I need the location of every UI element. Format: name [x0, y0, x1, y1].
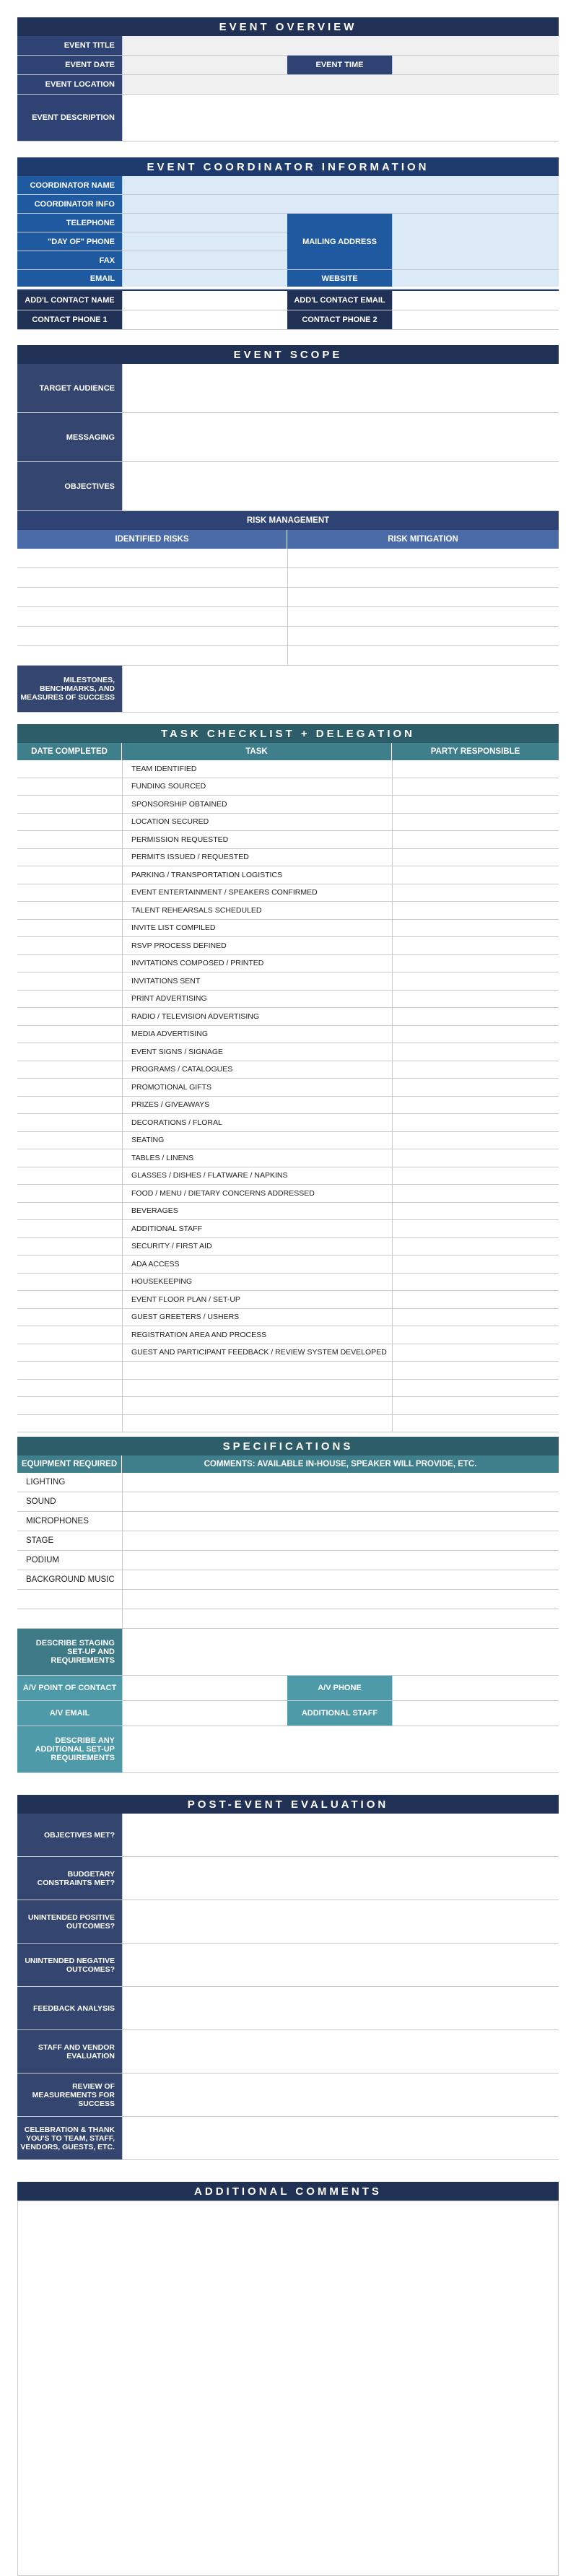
av-phone-field[interactable]	[392, 1676, 559, 1700]
task-row	[17, 1114, 559, 1132]
event-overview-section	[17, 17, 559, 142]
task-row	[17, 1097, 559, 1115]
task-name-cell: DECORATIONS / FLORAL	[122, 1114, 392, 1131]
task-row	[17, 937, 559, 955]
event-location-label: EVENT LOCATION	[17, 75, 122, 94]
objectives-field[interactable]	[122, 462, 559, 510]
task-name-cell: SECURITY / FIRST AID	[122, 1238, 392, 1256]
task-name-cell	[122, 1415, 392, 1432]
party-responsible-cell[interactable]	[392, 778, 559, 796]
addl-contact-name-label: ADD'L CONTACT NAME	[17, 291, 122, 310]
target-audience-label: TARGET AUDIENCE	[17, 364, 122, 412]
equipment-cell: MICROPHONES	[17, 1512, 122, 1531]
task-row	[17, 1256, 559, 1274]
fax-label: FAX	[17, 251, 122, 270]
party-responsible-cell[interactable]	[392, 796, 559, 813]
telephone-label: TELEPHONE	[17, 214, 122, 232]
date-completed-cell[interactable]	[17, 1008, 122, 1025]
identified-risks-header: IDENTIFIED RISKS	[17, 530, 287, 549]
task-name-cell: GLASSES / DISHES / FLATWARE / NAPKINS	[122, 1167, 392, 1185]
website-label: WEBSITE	[287, 270, 392, 287]
av-point-of-contact-field[interactable]	[122, 1676, 287, 1700]
party-responsible-cell[interactable]	[392, 920, 559, 937]
date-completed-cell[interactable]	[17, 1185, 122, 1202]
evaluation-row	[17, 1814, 559, 1857]
task-row	[17, 796, 559, 814]
evaluation-label: UNINTENDED NEGATIVE OUTCOMES?	[17, 1944, 122, 1986]
party-responsible-cell[interactable]	[392, 937, 559, 954]
event-date-field[interactable]	[122, 56, 287, 74]
task-row	[17, 866, 559, 884]
milestones-label: MILESTONES, BENCHMARKS, AND MEASURES OF SUCCESS	[17, 666, 122, 712]
risk-row	[17, 588, 559, 607]
date-completed-cell[interactable]	[17, 1380, 122, 1397]
email-field[interactable]	[122, 270, 287, 287]
party-responsible-cell[interactable]	[392, 814, 559, 831]
date-completed-cell[interactable]	[17, 1149, 122, 1167]
date-completed-cell[interactable]	[17, 1362, 122, 1379]
evaluation-field[interactable]	[122, 1814, 559, 1856]
date-completed-header: DATE COMPLETED	[17, 743, 122, 760]
task-row	[17, 1344, 559, 1362]
task-name-cell: PRIZES / GIVEAWAYS	[122, 1097, 392, 1114]
party-responsible-cell[interactable]	[392, 955, 559, 972]
party-responsible-header: PARTY RESPONSIBLE	[430, 747, 520, 756]
party-responsible-cell[interactable]	[392, 1309, 559, 1326]
day-of-phone-field[interactable]	[122, 232, 287, 251]
evaluation-field[interactable]	[122, 1944, 559, 1986]
party-responsible-cell[interactable]	[392, 1114, 559, 1131]
party-responsible-cell[interactable]	[392, 991, 559, 1008]
date-completed-cell[interactable]	[17, 866, 122, 884]
addl-contact-email-label: ADD'L CONTACT EMAIL	[287, 291, 392, 310]
task-row	[17, 1380, 559, 1398]
equipment-cell	[17, 1590, 122, 1609]
task-name-cell: FOOD / MENU / DIETARY CONCERNS ADDRESSED	[122, 1185, 392, 1202]
task-name-cell	[122, 1362, 392, 1379]
task-header: TASK	[122, 743, 392, 760]
additional-staff-label: ADDITIONAL STAFF	[287, 1701, 392, 1726]
task-row	[17, 972, 559, 991]
party-responsible-cell[interactable]	[392, 831, 559, 848]
identified-risk-cell[interactable]	[17, 646, 287, 665]
equipment-comment-cell[interactable]	[122, 1512, 559, 1531]
party-responsible-cell[interactable]	[392, 902, 559, 919]
task-name-cell: PERMISSION REQUESTED	[122, 831, 392, 848]
event-description-field[interactable]	[122, 95, 559, 141]
task-row	[17, 1026, 559, 1044]
equipment-required-header: EQUIPMENT REQUIRED	[17, 1455, 122, 1473]
task-name-cell: TEAM IDENTIFIED	[122, 760, 392, 778]
identified-risk-cell[interactable]	[17, 627, 287, 645]
task-row	[17, 1061, 559, 1079]
equipment-cell	[17, 1609, 122, 1628]
party-responsible-cell[interactable]	[392, 1397, 559, 1414]
event-title-label: EVENT TITLE	[17, 36, 122, 55]
email-label: EMAIL	[17, 270, 122, 287]
party-responsible-cell[interactable]	[392, 760, 559, 778]
date-completed-cell[interactable]	[17, 902, 122, 919]
task-name-cell	[122, 1397, 392, 1414]
task-row	[17, 955, 559, 973]
comments-header: COMMENTS: AVAILABLE IN-HOUSE, SPEAKER WILL PROVIDE, ETC.	[204, 1460, 477, 1468]
date-completed-cell[interactable]	[17, 1043, 122, 1061]
task-name-cell: EVENT SIGNS / SIGNAGE	[122, 1043, 392, 1061]
additional-comments-field[interactable]	[17, 2201, 559, 2576]
task-row	[17, 902, 559, 920]
mailing-address-field[interactable]	[392, 214, 559, 270]
event-date-label: EVENT DATE	[17, 56, 122, 74]
party-responsible-cell[interactable]	[392, 1061, 559, 1079]
coordinator-info-label: COORDINATOR INFO	[17, 195, 122, 213]
equipment-cell: STAGE	[17, 1531, 122, 1550]
task-name-cell: TABLES / LINENS	[122, 1149, 392, 1167]
equipment-comment-cell[interactable]	[122, 1609, 559, 1628]
evaluation-label: REVIEW OF MEASUREMENTS FOR SUCCESS	[17, 2074, 122, 2116]
risk-mitigation-cell[interactable]	[287, 568, 559, 587]
risk-row	[17, 646, 559, 666]
evaluation-row	[17, 2030, 559, 2074]
risk-mitigation-header: RISK MITIGATION	[388, 535, 458, 544]
task-name-cell	[122, 1380, 392, 1397]
task-row	[17, 1238, 559, 1256]
identified-risk-cell[interactable]	[17, 568, 287, 587]
task-row	[17, 1043, 559, 1061]
objectives-label: OBJECTIVES	[17, 462, 122, 510]
task-row	[17, 1079, 559, 1097]
task-row	[17, 991, 559, 1009]
risk-mitigation-cell[interactable]	[287, 627, 559, 645]
spec-row	[17, 1492, 559, 1512]
post-event-evaluation-section	[17, 1795, 559, 2160]
risk-mitigation-cell[interactable]	[287, 588, 559, 606]
date-completed-cell[interactable]	[17, 955, 122, 972]
date-completed-cell[interactable]	[17, 760, 122, 778]
date-completed-cell[interactable]	[17, 831, 122, 848]
party-responsible-cell[interactable]	[392, 1149, 559, 1167]
task-row	[17, 1397, 559, 1415]
party-responsible-cell[interactable]	[392, 884, 559, 902]
specifications-section	[17, 1437, 559, 1773]
task-name-cell: EVENT FLOOR PLAN / SET-UP	[122, 1291, 392, 1308]
spec-row	[17, 1551, 559, 1570]
evaluation-label: UNINTENDED POSITIVE OUTCOMES?	[17, 1900, 122, 1943]
date-completed-cell[interactable]	[17, 937, 122, 954]
event-description-label: EVENT DESCRIPTION	[17, 95, 122, 141]
task-name-cell: PARKING / TRANSPORTATION LOGISTICS	[122, 866, 392, 884]
party-responsible-cell[interactable]	[392, 1026, 559, 1043]
evaluation-field[interactable]	[122, 2074, 559, 2116]
telephone-field[interactable]	[122, 214, 287, 232]
messaging-field[interactable]	[122, 413, 559, 461]
identified-risk-cell[interactable]	[17, 588, 287, 606]
date-completed-cell[interactable]	[17, 1291, 122, 1308]
task-name-cell: INVITE LIST COMPILED	[122, 920, 392, 937]
coordinator-name-label: COORDINATOR NAME	[17, 176, 122, 194]
date-completed-cell[interactable]	[17, 1274, 122, 1291]
spec-row	[17, 1590, 559, 1609]
task-name-cell: REGISTRATION AREA AND PROCESS	[122, 1326, 392, 1344]
coordinator-section	[17, 157, 559, 330]
equipment-cell: PODIUM	[17, 1551, 122, 1570]
task-row	[17, 1185, 559, 1203]
equipment-cell: LIGHTING	[17, 1473, 122, 1492]
coordinator-info-field[interactable]	[122, 195, 559, 213]
task-name-cell: PROGRAMS / CATALOGUES	[122, 1061, 392, 1079]
party-responsible-cell[interactable]	[392, 1043, 559, 1061]
date-completed-cell[interactable]	[17, 1415, 122, 1432]
date-completed-cell[interactable]	[17, 991, 122, 1008]
spec-row	[17, 1570, 559, 1590]
task-rows	[17, 760, 559, 1432]
evaluation-row	[17, 1944, 559, 1987]
date-completed-cell[interactable]	[17, 778, 122, 796]
equipment-comment-cell[interactable]	[122, 1551, 559, 1570]
risk-rows	[17, 549, 559, 666]
mailing-address-label: MAILING ADDRESS	[287, 214, 392, 270]
task-name-cell: SEATING	[122, 1132, 392, 1149]
task-checklist-section	[17, 724, 559, 1432]
task-row	[17, 1415, 559, 1433]
party-responsible-cell[interactable]	[392, 972, 559, 990]
av-point-of-contact-label: A/V POINT OF CONTACT	[17, 1676, 122, 1700]
equipment-cell: BACKGROUND MUSIC	[17, 1570, 122, 1589]
party-responsible-cell[interactable]	[392, 1167, 559, 1185]
task-name-cell: ADDITIONAL STAFF	[122, 1220, 392, 1237]
date-completed-cell[interactable]	[17, 884, 122, 902]
identified-risk-cell[interactable]	[17, 607, 287, 626]
event-scope-section	[17, 345, 559, 713]
task-name-cell: PROMOTIONAL GIFTS	[122, 1079, 392, 1096]
date-completed-cell[interactable]	[17, 1326, 122, 1344]
task-row	[17, 1291, 559, 1309]
task-name-cell: RSVP PROCESS DEFINED	[122, 937, 392, 954]
date-completed-cell[interactable]	[17, 814, 122, 831]
evaluation-label: STAFF AND VENDOR EVALUATION	[17, 2030, 122, 2073]
date-completed-cell[interactable]	[17, 1132, 122, 1149]
date-completed-cell[interactable]	[17, 972, 122, 990]
date-completed-cell[interactable]	[17, 1344, 122, 1362]
task-name-cell: INVITATIONS COMPOSED / PRINTED	[122, 955, 392, 972]
task-row	[17, 1220, 559, 1238]
task-row	[17, 1274, 559, 1292]
fax-field[interactable]	[122, 251, 287, 270]
party-responsible-cell[interactable]	[392, 1344, 559, 1362]
event-time-label: EVENT TIME	[287, 56, 392, 74]
task-name-cell: RADIO / TELEVISION ADVERTISING	[122, 1008, 392, 1025]
target-audience-field[interactable]	[122, 364, 559, 412]
date-completed-cell[interactable]	[17, 1203, 122, 1220]
contact-phone-2-field[interactable]	[392, 310, 559, 329]
spec-row	[17, 1609, 559, 1629]
spec-row	[17, 1512, 559, 1531]
task-name-cell: LOCATION SECURED	[122, 814, 392, 831]
staging-field[interactable]	[122, 1629, 559, 1675]
risk-row	[17, 607, 559, 627]
task-row	[17, 1167, 559, 1185]
party-responsible-cell[interactable]	[392, 1256, 559, 1273]
task-name-cell: INVITATIONS SENT	[122, 972, 392, 990]
task-checklist-title: TASK CHECKLIST + DELEGATION	[17, 724, 559, 743]
task-name-cell: PRINT ADVERTISING	[122, 991, 392, 1008]
event-location-field[interactable]	[122, 75, 559, 94]
evaluation-field[interactable]	[122, 1987, 559, 2029]
date-completed-cell[interactable]	[17, 1097, 122, 1114]
task-row	[17, 884, 559, 902]
av-email-field[interactable]	[122, 1701, 287, 1726]
risk-row	[17, 549, 559, 568]
evaluation-field[interactable]	[122, 1857, 559, 1900]
party-responsible-cell[interactable]	[392, 1079, 559, 1096]
risk-row	[17, 627, 559, 646]
risk-management-header: RISK MANAGEMENT	[17, 511, 559, 530]
task-name-cell: FUNDING SOURCED	[122, 778, 392, 796]
equipment-comment-cell[interactable]	[122, 1473, 559, 1492]
milestones-field[interactable]	[122, 666, 559, 712]
additional-comments-title: ADDITIONAL COMMENTS	[17, 2182, 559, 2201]
equipment-comment-cell[interactable]	[122, 1570, 559, 1589]
date-completed-cell[interactable]	[17, 1220, 122, 1237]
party-responsible-cell[interactable]	[392, 849, 559, 866]
party-responsible-cell[interactable]	[392, 1008, 559, 1025]
party-responsible-cell[interactable]	[392, 1415, 559, 1432]
event-scope-title: EVENT SCOPE	[17, 345, 559, 364]
evaluation-label: CELEBRATION & THANK YOU'S TO TEAM, STAFF, VENDORS, GUESTS, ETC.	[17, 2117, 122, 2159]
contact-phone-1-field[interactable]	[122, 310, 287, 329]
evaluation-field[interactable]	[122, 2030, 559, 2073]
date-completed-cell[interactable]	[17, 1397, 122, 1414]
date-completed-cell[interactable]	[17, 796, 122, 813]
task-name-cell: ADA ACCESS	[122, 1256, 392, 1273]
party-responsible-cell[interactable]	[392, 1291, 559, 1308]
equipment-comment-cell[interactable]	[122, 1531, 559, 1550]
task-name-cell: TALENT REHEARSALS SCHEDULED	[122, 902, 392, 919]
task-name-cell: MEDIA ADVERTISING	[122, 1026, 392, 1043]
party-responsible-cell[interactable]	[392, 1274, 559, 1291]
risk-mitigation-cell[interactable]	[287, 646, 559, 665]
evaluation-row	[17, 1900, 559, 1944]
date-completed-cell[interactable]	[17, 920, 122, 937]
evaluation-label: BUDGETARY CONSTRAINTS MET?	[17, 1857, 122, 1900]
task-row	[17, 1149, 559, 1167]
evaluation-field[interactable]	[122, 1900, 559, 1943]
party-responsible-cell[interactable]	[392, 866, 559, 884]
evaluation-row	[17, 1987, 559, 2030]
date-completed-cell[interactable]	[17, 1238, 122, 1256]
date-completed-cell[interactable]	[17, 1026, 122, 1043]
website-field[interactable]	[392, 270, 559, 287]
party-responsible-cell[interactable]	[392, 1203, 559, 1220]
evaluation-field[interactable]	[122, 2117, 559, 2159]
spec-row	[17, 1473, 559, 1492]
task-row	[17, 1326, 559, 1344]
date-completed-cell[interactable]	[17, 1061, 122, 1079]
staging-label: DESCRIBE STAGING SET-UP AND REQUIREMENTS	[17, 1629, 122, 1675]
evaluation-label: FEEDBACK ANALYSIS	[17, 1987, 122, 2029]
additional-comments-section	[17, 2182, 559, 2576]
party-responsible-cell[interactable]	[392, 1220, 559, 1237]
spec-row	[17, 1531, 559, 1551]
risk-mitigation-cell[interactable]	[287, 549, 559, 567]
contact-phone-1-label: CONTACT PHONE 1	[17, 310, 122, 329]
addl-contact-name-field[interactable]	[122, 291, 287, 310]
equipment-cell: SOUND	[17, 1492, 122, 1511]
event-overview-title: EVENT OVERVIEW	[17, 17, 559, 36]
risk-mitigation-cell[interactable]	[287, 607, 559, 626]
task-row	[17, 1132, 559, 1150]
equipment-comment-cell[interactable]	[122, 1590, 559, 1609]
evaluation-row	[17, 1857, 559, 1900]
day-of-phone-label: "DAY OF" PHONE	[17, 232, 122, 251]
task-row	[17, 1008, 559, 1026]
evaluation-label: OBJECTIVES MET?	[17, 1814, 122, 1856]
task-row	[17, 778, 559, 796]
addl-contact-email-field[interactable]	[392, 291, 559, 310]
task-row	[17, 831, 559, 849]
eval-rows	[17, 1814, 559, 2160]
additional-setup-field[interactable]	[122, 1726, 559, 1772]
task-row	[17, 760, 559, 778]
task-name-cell: PERMITS ISSUED / REQUESTED	[122, 849, 392, 866]
post-event-evaluation-title: POST-EVENT EVALUATION	[17, 1795, 559, 1814]
date-completed-cell[interactable]	[17, 849, 122, 866]
task-name-cell: BEVERAGES	[122, 1203, 392, 1220]
date-completed-cell[interactable]	[17, 1309, 122, 1326]
task-row	[17, 1362, 559, 1380]
task-row	[17, 814, 559, 832]
specifications-title: SPECIFICATIONS	[17, 1437, 559, 1455]
coordinator-title: EVENT COORDINATOR INFORMATION	[17, 157, 559, 176]
party-responsible-cell[interactable]	[392, 1362, 559, 1379]
coordinator-name-field[interactable]	[122, 176, 559, 194]
task-row	[17, 849, 559, 867]
risk-row	[17, 568, 559, 588]
evaluation-row	[17, 2117, 559, 2160]
additional-staff-field[interactable]	[392, 1701, 559, 1726]
evaluation-row	[17, 2074, 559, 2117]
party-responsible-cell[interactable]	[392, 1185, 559, 1202]
party-responsible-cell[interactable]	[392, 1238, 559, 1256]
date-completed-cell[interactable]	[17, 1114, 122, 1131]
task-row	[17, 1309, 559, 1327]
contact-phone-2-label: CONTACT PHONE 2	[287, 310, 392, 329]
equipment-comment-cell[interactable]	[122, 1492, 559, 1511]
event-title-field[interactable]	[122, 36, 559, 55]
party-responsible-cell[interactable]	[392, 1326, 559, 1344]
task-name-cell: GUEST GREETERS / USHERS	[122, 1309, 392, 1326]
task-name-cell: GUEST AND PARTICIPANT FEEDBACK / REVIEW SYSTEM DEVELOPED	[122, 1344, 392, 1362]
party-responsible-cell[interactable]	[392, 1132, 559, 1149]
party-responsible-cell[interactable]	[392, 1097, 559, 1114]
av-phone-label: A/V PHONE	[287, 1676, 392, 1700]
task-name-cell: HOUSEKEEPING	[122, 1274, 392, 1291]
date-completed-cell[interactable]	[17, 1079, 122, 1096]
task-row	[17, 1203, 559, 1221]
task-name-cell: SPONSORSHIP OBTAINED	[122, 796, 392, 813]
party-responsible-cell[interactable]	[392, 1380, 559, 1397]
date-completed-cell[interactable]	[17, 1167, 122, 1185]
messaging-label: MESSAGING	[17, 413, 122, 461]
date-completed-cell[interactable]	[17, 1256, 122, 1273]
additional-setup-label: DESCRIBE ANY ADDITIONAL SET-UP REQUIREMENTS	[17, 1726, 122, 1772]
task-row	[17, 920, 559, 938]
spec-rows	[17, 1473, 559, 1629]
identified-risk-cell[interactable]	[17, 549, 287, 567]
event-time-field[interactable]	[392, 56, 559, 74]
av-email-label: A/V EMAIL	[17, 1701, 122, 1726]
task-name-cell: EVENT ENTERTAINMENT / SPEAKERS CONFIRMED	[122, 884, 392, 902]
